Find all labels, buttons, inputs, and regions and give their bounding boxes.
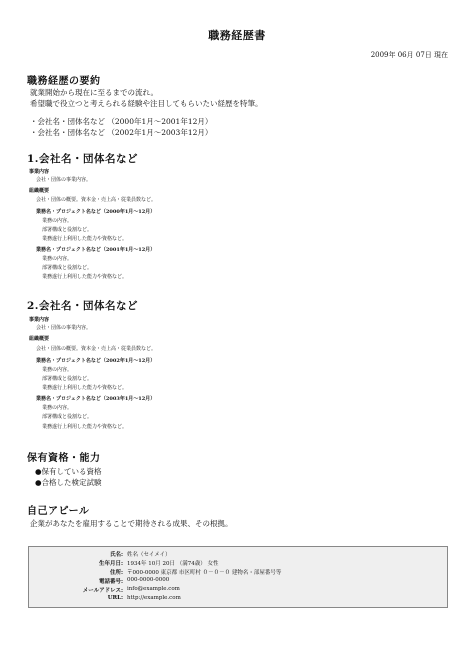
project-title: 業務名・プロジェクト名など（2002年1月～12月） — [36, 358, 156, 364]
project-line: 業務の内容。 — [42, 256, 73, 262]
project-line: 業務遂行上利用した能力や資格など。 — [42, 424, 128, 430]
contact-row-email — [29, 586, 447, 594]
contact-value: 姓名（セイメイ） — [127, 552, 171, 558]
project-title: 業務名・プロジェクト名など（2000年1月～12月） — [36, 209, 156, 215]
contact-label: 氏名: — [109, 552, 123, 558]
qualification-item: ●合格した検定試験 — [35, 478, 102, 487]
contact-value: 〒000-0000 東京都 市区町村 ０－０－０ 建物名・部屋番号等 — [127, 570, 282, 576]
contact-row-url — [29, 595, 447, 603]
project-line: 部署構成と役割など。 — [42, 227, 93, 233]
business-label: 事業内容 — [29, 317, 50, 323]
project-title: 業務名・プロジェクト名など（2003年1月～12月） — [36, 396, 156, 402]
contact-value: 000-0000-0000 — [127, 577, 170, 583]
contact-row-phone — [29, 577, 447, 585]
pr-text: 企業があなたを雇用することで期待される成果、その根拠。 — [30, 519, 233, 528]
org-label: 組織概要 — [29, 188, 50, 194]
qualification-item: ●保有している資格 — [35, 467, 102, 476]
contact-row-address — [29, 568, 447, 576]
qualifications-heading: 保有資格・能力 — [27, 453, 101, 464]
document-title: 職務経歴書 — [208, 29, 266, 42]
contact-email-link[interactable]: info@example.com — [127, 586, 180, 592]
contact-url-link[interactable]: http://example.com — [127, 595, 181, 601]
company-heading: 2.会社名・団体名など — [27, 300, 138, 312]
contact-box — [28, 546, 448, 608]
org-text: 会社・団体の概要。資本金・売上高・従業員数など。 — [36, 346, 157, 352]
pr-heading: 自己アピール — [27, 506, 90, 517]
contact-value: 1934年 10月 20日 （満74歳） 女性 — [127, 561, 219, 567]
business-text: 会社・団体の事業内容。 — [36, 325, 92, 331]
project-line: 部署構成と役割など。 — [42, 376, 93, 382]
contact-label: 住所: — [109, 570, 123, 576]
project-line: 業務の内容。 — [42, 405, 73, 411]
project-title: 業務名・プロジェクト名など（2001年1月～12月） — [36, 247, 156, 253]
project-line: 部署構成と役割など。 — [42, 414, 93, 420]
summary-line: 希望職で役立つと考えられる経験や注目してもらいたい経歴を特筆。 — [30, 99, 263, 108]
project-line: 業務遂行上利用した能力や資格など。 — [42, 236, 128, 242]
contact-label: 生年月日: — [98, 561, 123, 567]
project-line: 業務の内容。 — [42, 218, 73, 224]
contact-label: メールアドレス: — [82, 588, 123, 594]
project-line: 業務遂行上利用した能力や資格など。 — [42, 385, 128, 391]
summary-line: 就業開始から現在に至るまでの流れ。 — [30, 88, 158, 97]
project-line: 業務遂行上利用した能力や資格など。 — [42, 274, 128, 280]
summary-bullet: ・会社名・団体名など （2002年1月～2003年12月） — [30, 128, 213, 137]
summary-heading: 職務経歴の要約 — [27, 76, 101, 87]
contact-row-name — [29, 550, 447, 558]
contact-row-birthdate — [29, 559, 447, 567]
org-text: 会社・団体の概要。資本金・売上高・従業員数など。 — [36, 197, 157, 203]
contact-label: URL: — [107, 595, 123, 601]
company-heading: 1.会社名・団体名など — [27, 153, 138, 165]
contact-label: 電話番号: — [98, 579, 123, 585]
summary-bullet: ・会社名・団体名など （2000年1月～2001年12月） — [30, 117, 213, 126]
org-label: 組織概要 — [29, 336, 50, 342]
project-line: 部署構成と役割など。 — [42, 265, 93, 271]
business-label: 事業内容 — [29, 169, 50, 175]
business-text: 会社・団体の事業内容。 — [36, 177, 92, 183]
project-line: 業務の内容。 — [42, 367, 73, 373]
document-date: 2009年 06月 07日 現在 — [370, 51, 448, 59]
